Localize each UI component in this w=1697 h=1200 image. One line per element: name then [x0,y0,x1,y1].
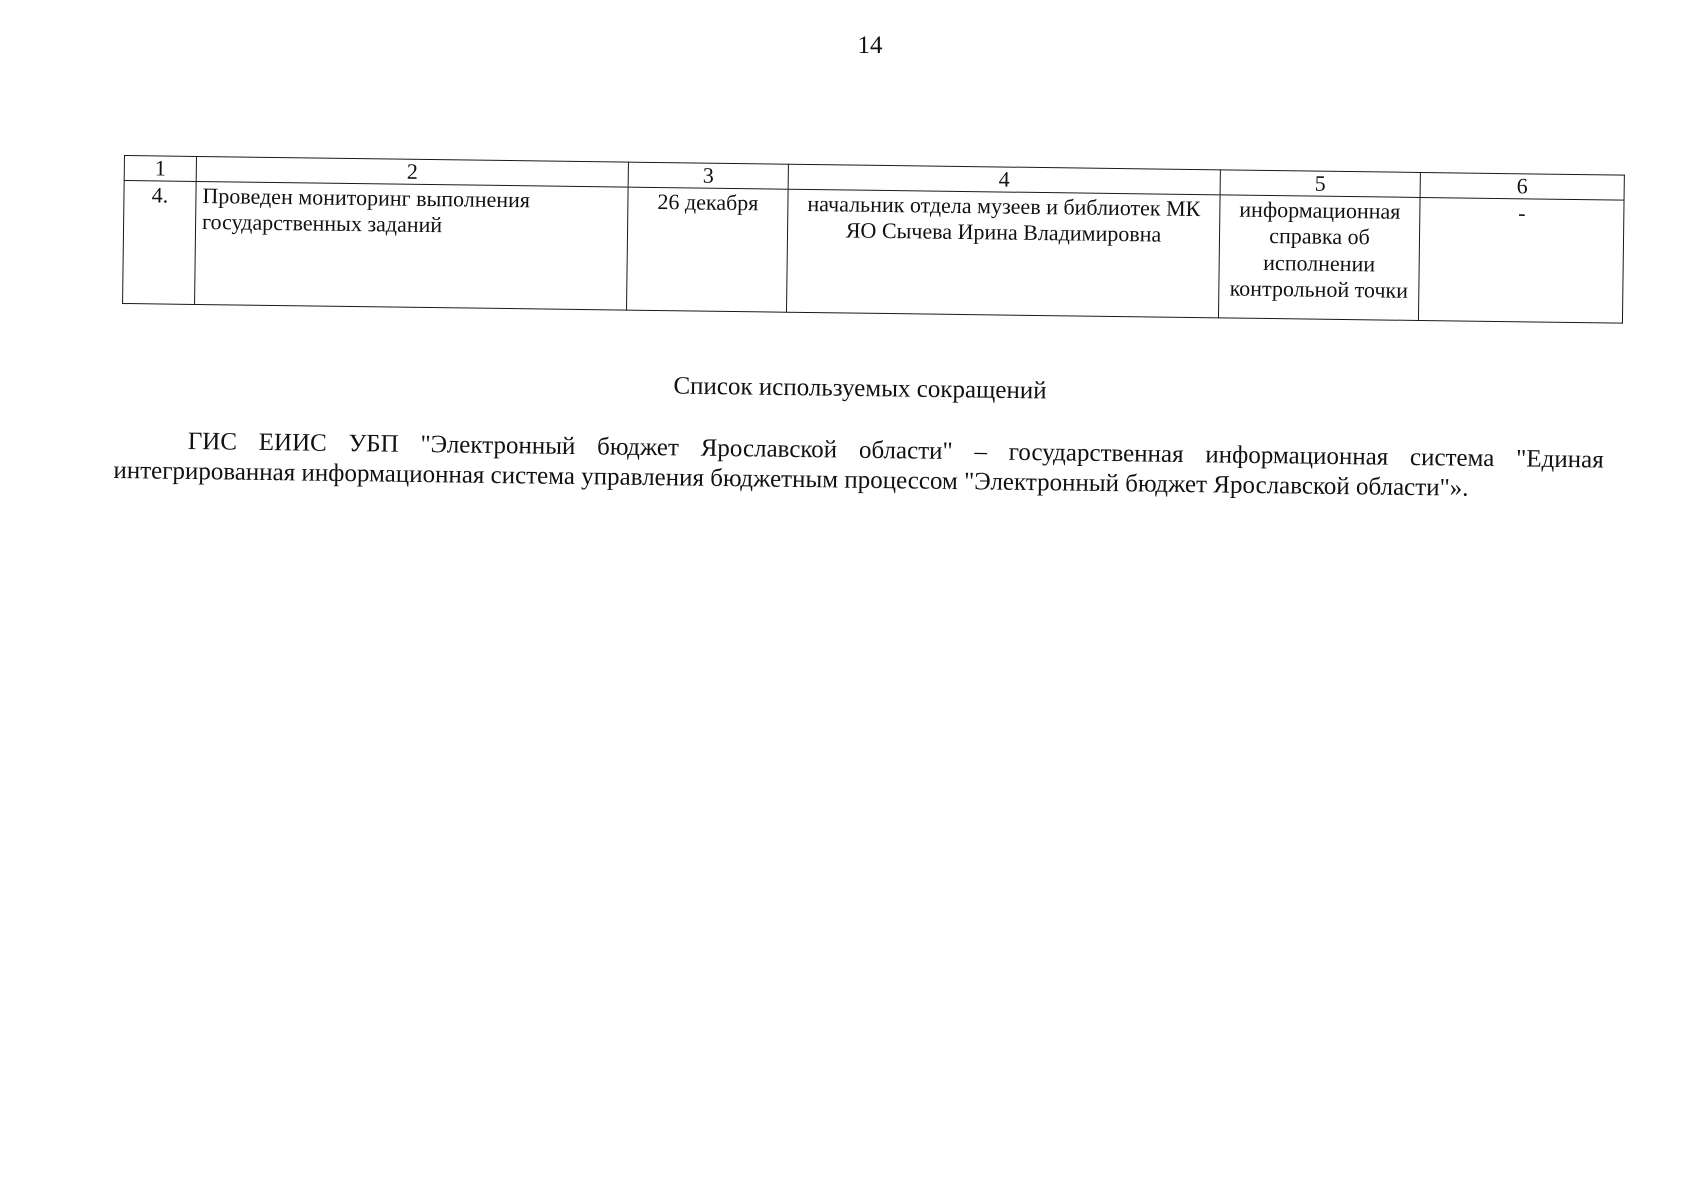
page-number: 14 [857,32,883,59]
header-cell-1: 1 [124,156,196,182]
event-cell: Проведен мониторинг выполнения государственных заданий [195,181,629,310]
header-cell-6: 6 [1420,172,1624,200]
document-cell: информационная справка об исполнении контрольной точки [1218,195,1420,321]
header-cell-3: 3 [628,162,788,189]
abbreviations-paragraph: ГИС ЕИИС УБП "Электронный бюджет Ярославской области" – государственная информационная система "Единая интегрированная информационная система управления бюджетным процессом "Электронный бюджет Ярославской области"». [113,427,1604,502]
abbreviations-title: Список используемых сокращений [673,372,1047,405]
plan-table [122,155,1625,324]
plan-table-wrapper [122,155,1624,324]
header-cell-5: 5 [1220,170,1420,198]
responsible-cell: начальник отдела музеев и библиотек МК ЯО Сычева Ирина Владимировна [786,189,1220,318]
table-row [123,181,1624,324]
header-cell-4: 4 [788,164,1220,195]
date-cell: 26 декабря [627,187,789,312]
header-cell-2: 2 [196,156,628,187]
row-number-cell: 4. [123,181,197,305]
note-cell: - [1418,197,1624,323]
